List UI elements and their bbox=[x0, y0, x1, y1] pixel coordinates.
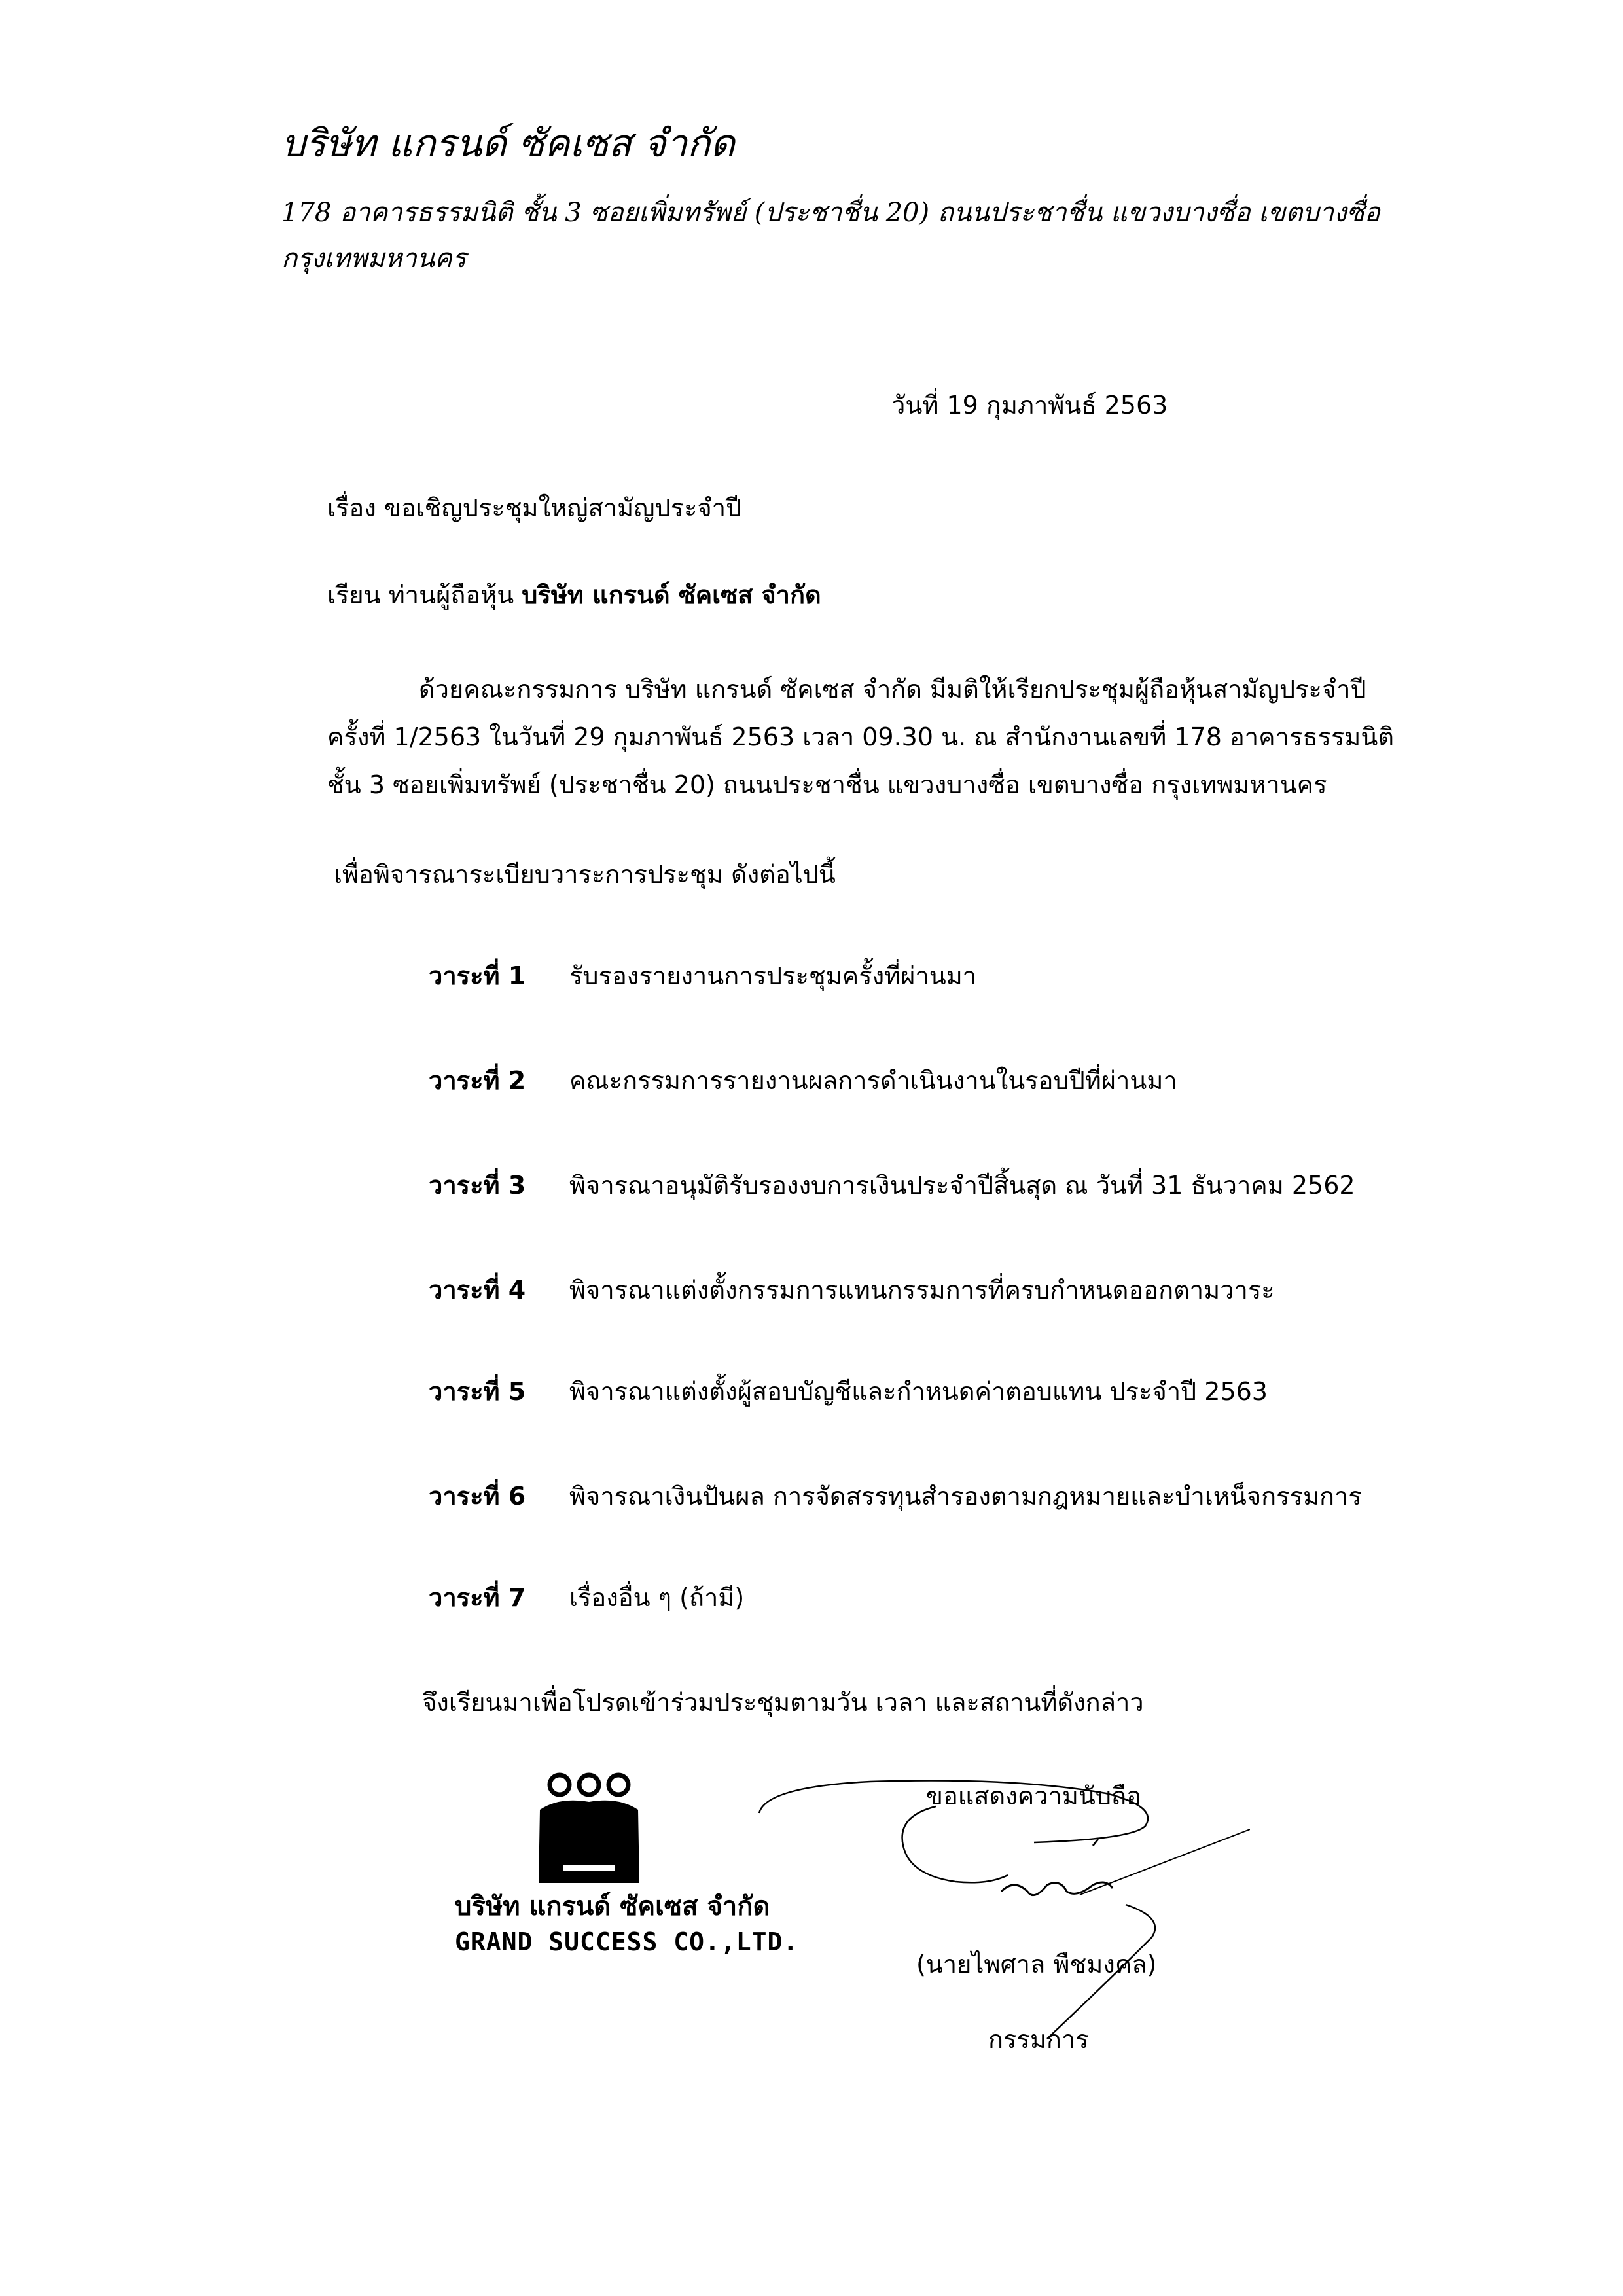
recipient-company: บริษัท แกรนด์ ซัคเซส จำกัด bbox=[522, 581, 821, 609]
company-logo-icon bbox=[533, 1770, 645, 1885]
agenda-intro: เพื่อพิจารณาระเบียบวาระการประชุม ดังต่อไปนี้ bbox=[334, 860, 836, 889]
agenda-text: พิจารณาแต่งตั้งผู้สอบบัญชีและกำหนดค่าตอบแทน ประจำปี 2563 bbox=[569, 1377, 1268, 1406]
agenda-item bbox=[429, 1577, 744, 1617]
agenda-text: คณะกรรมการรายงานผลการดำเนินงานในรอบปีที่ผ่านมา bbox=[569, 1066, 1177, 1095]
body-line-2: ครั้งที่ 1/2563 ในวันที่ 29 กุมภาพันธ์ 2563 เวลา 09.30 น. ณ สำนักงานเลขที่ 178 อาคารธรรมนิติ bbox=[327, 723, 1394, 751]
agenda-item bbox=[429, 1060, 1177, 1100]
agenda-text: พิจารณาแต่งตั้งกรรมการแทนกรรมการที่ครบกำหนดออกตามวาระ bbox=[569, 1276, 1275, 1304]
letterhead-company-name: บริษัท แกรนด์ ซัคเซส จำกัด bbox=[281, 121, 735, 166]
agenda-number: วาระที่ 3 bbox=[429, 1171, 526, 1200]
letter-date: วันที่ 19 กุมภาพันธ์ 2563 bbox=[891, 391, 1168, 420]
agenda-number: วาระที่ 1 bbox=[429, 961, 526, 990]
agenda-item bbox=[429, 1270, 1275, 1310]
agenda-item bbox=[429, 1165, 1355, 1205]
agenda-number: วาระที่ 7 bbox=[429, 1583, 526, 1612]
agenda-text: รับรองรายงานการประชุมครั้งที่ผ่านมา bbox=[569, 961, 977, 990]
body-line-3: ชั้น 3 ซอยเพิ่มทรัพย์ (ประชาชื่น 20) ถนนประชาชื่น แขวงบางซื่อ เขตบางซื่อ กรุงเทพมหานคร bbox=[327, 770, 1327, 799]
body-line-1: ด้วยคณะกรรมการ บริษัท แกรนด์ ซัคเซส จำกัด มีมติให้เรียกประชุมผู้ถือหุ้นสามัญประจำปี bbox=[419, 675, 1366, 704]
agenda-number: วาระที่ 5 bbox=[429, 1377, 526, 1406]
agenda-text: พิจารณาอนุมัติรับรองงบการเงินประจำปีสิ้นสุด ณ วันที่ 31 ธันวาคม 2562 bbox=[569, 1171, 1355, 1200]
agenda-number: วาระที่ 2 bbox=[429, 1066, 526, 1095]
recipient-prefix: เรียน ท่านผู้ถือหุ้น bbox=[327, 581, 522, 609]
closing-line: จึงเรียนมาเพื่อโปรดเข้าร่วมประชุมตามวัน เวลา และสถานที่ดังกล่าว bbox=[422, 1688, 1144, 1717]
stamp-thai-name: บริษัท แกรนด์ ซัคเซส จำกัด bbox=[455, 1892, 770, 1922]
signature-regards: ขอแสดงความนับถือ bbox=[926, 1782, 1141, 1810]
letter-subject: เรื่อง ขอเชิญประชุมใหญ่สามัญประจำปี bbox=[327, 493, 742, 522]
letterhead-address-line1: 178 อาคารธรรมนิติ ชั้น 3 ซอยเพิ่มทรัพย์ (ประชาชื่น 20) ถนนประชาชื่น แขวงบางซื่อ เขตบางซื่อ bbox=[281, 198, 1380, 228]
agenda-number: วาระที่ 4 bbox=[429, 1276, 526, 1304]
agenda-number: วาระที่ 6 bbox=[429, 1482, 526, 1511]
letter-recipient bbox=[327, 575, 821, 615]
signer-name: (นายไพศาล พืชมงคล) bbox=[916, 1950, 1157, 1979]
signer-position: กรรมการ bbox=[988, 2025, 1089, 2054]
agenda-text: เรื่องอื่น ๆ (ถ้ามี) bbox=[569, 1583, 745, 1612]
letterhead-address-line2: กรุงเทพมหานคร bbox=[281, 243, 467, 274]
agenda-item bbox=[429, 1371, 1268, 1411]
stamp-english-name: GRAND SUCCESS CO.,LTD. bbox=[455, 1928, 799, 1956]
agenda-item bbox=[429, 956, 976, 996]
agenda-item bbox=[429, 1476, 1362, 1516]
agenda-text: พิจารณาเงินปันผล การจัดสรรทุนสำรองตามกฎหมายและบำเหน็จกรรมการ bbox=[569, 1482, 1362, 1511]
